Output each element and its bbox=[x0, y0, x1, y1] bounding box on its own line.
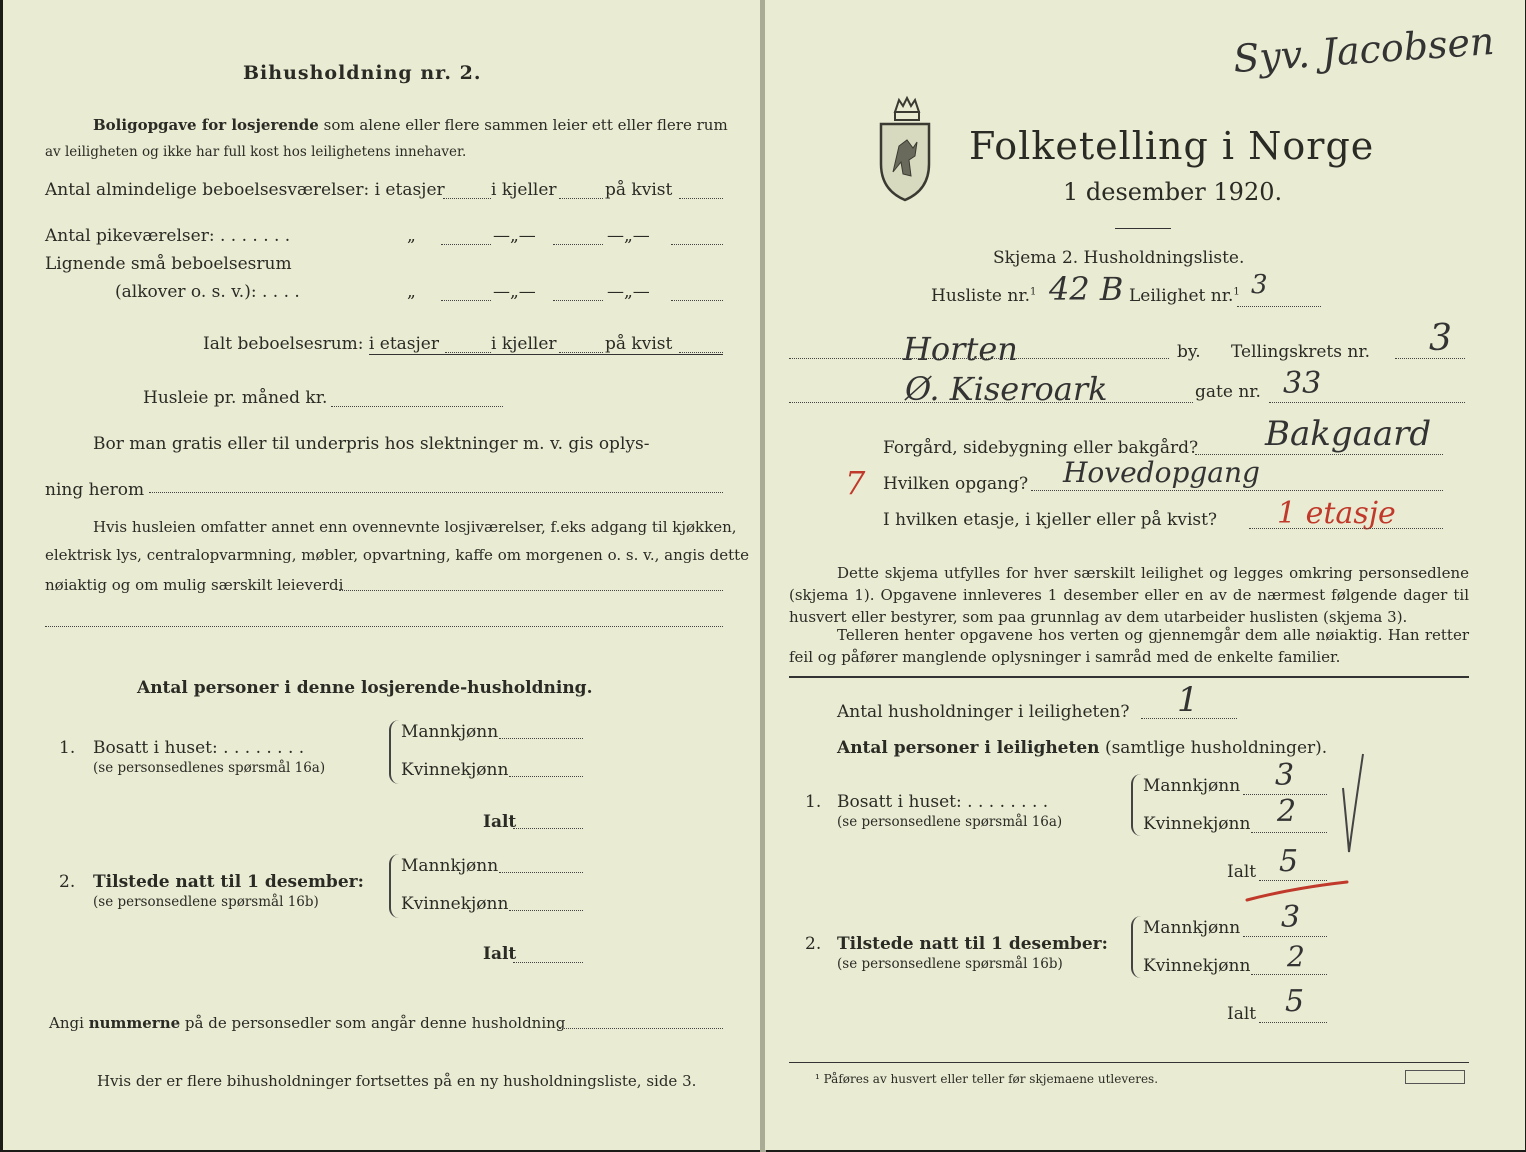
q2-mann-label: Mannkjønn bbox=[1143, 918, 1241, 938]
gate-nr-field bbox=[1269, 402, 1465, 403]
q1-sub: (se personsedlenes spørsmål 16a) bbox=[93, 760, 326, 776]
husliste-text: Husliste nr. bbox=[931, 286, 1031, 306]
husliste-value[interactable]: 42 B bbox=[1049, 270, 1124, 308]
angi-rest: på de personsedler som angår denne husholdning bbox=[184, 1014, 566, 1032]
ialt-kjeller-label: i kjeller bbox=[491, 334, 557, 354]
small-ditto: „ bbox=[407, 282, 416, 302]
small-dash-2: —„— bbox=[607, 282, 650, 302]
husliste-label bbox=[931, 286, 1036, 306]
intro-line-1 bbox=[93, 116, 728, 134]
q1-ialt-field[interactable] bbox=[513, 828, 583, 829]
opgang-value[interactable]: Hovedopgang bbox=[1063, 456, 1260, 489]
pike-field-2[interactable] bbox=[553, 244, 603, 245]
q1-brace bbox=[1131, 774, 1143, 836]
schema-label: Skjema 2. Husholdningsliste. bbox=[993, 248, 1245, 268]
q2-mann-value[interactable]: 3 bbox=[1281, 900, 1301, 935]
q1-num: 1. bbox=[59, 738, 76, 758]
pike-dash-1: —„— bbox=[493, 226, 536, 246]
q1-label: Bosatt i huset: . . . . . . . . bbox=[93, 738, 305, 758]
ialt-underline bbox=[369, 354, 723, 355]
q2-kvinne-value[interactable]: 2 bbox=[1287, 940, 1305, 973]
q2-label: Tilstede natt til 1 desember: bbox=[93, 872, 364, 892]
q1-brace bbox=[389, 720, 401, 784]
form-date: 1 desember 1920. bbox=[1063, 178, 1283, 206]
q1-ialt-label: Ialt bbox=[483, 812, 517, 832]
q2-num: 2. bbox=[59, 872, 76, 892]
title-rule bbox=[1115, 228, 1171, 229]
rent-note-field-2[interactable] bbox=[45, 626, 723, 627]
q1-sub: (se personsedlene spørsmål 16a) bbox=[837, 814, 1063, 830]
q2-ialt-label: Ialt bbox=[483, 944, 517, 964]
persons-heading-bold: Antal personer i leiligheten bbox=[837, 738, 1100, 758]
pike-ditto: „ bbox=[407, 226, 416, 246]
q2-ialt-field bbox=[1259, 1022, 1327, 1023]
free-line-1: Bor man gratis eller til underpris hos slektninger m. v. gis oplys- bbox=[93, 434, 650, 454]
q2-ialt-field[interactable] bbox=[513, 962, 583, 963]
q1-kvinne-field bbox=[1251, 832, 1327, 833]
rooms-etasjer-field[interactable] bbox=[443, 198, 491, 199]
pike-dash-2: —„— bbox=[607, 226, 650, 246]
q2-sub: (se personsedlene spørsmål 16b) bbox=[93, 894, 319, 910]
instructions-para-1: Dette skjema utfylles for hver særskilt leilighet og legges omkring personsedlene (skjema 1). Opgavene innleveres 1 desember eller en av de nærmest følgende dager til husvert eller bestyrer, som paa grunnlag av dem utarbeider huslisten (skjema 3). bbox=[789, 564, 1469, 626]
households-value[interactable]: 1 bbox=[1177, 680, 1199, 720]
ialt-kvist-label: på kvist bbox=[605, 334, 673, 354]
q1-mann-label: Mannkjønn bbox=[401, 722, 499, 742]
q2-ialt-label: Ialt bbox=[1227, 1004, 1257, 1024]
q1-kvinne-value[interactable]: 2 bbox=[1277, 794, 1297, 829]
free-line-2: ning herom bbox=[45, 480, 145, 500]
rooms-kjeller-label: i kjeller bbox=[491, 180, 557, 200]
q1-ialt-value[interactable]: 5 bbox=[1279, 844, 1299, 879]
tellingskrets-field bbox=[1395, 358, 1465, 359]
page-title: Bihusholdning nr. 2. bbox=[243, 62, 482, 84]
by-field bbox=[789, 358, 1169, 359]
small-field-2[interactable] bbox=[553, 300, 603, 301]
left-page bbox=[3, 0, 763, 1150]
etasje-label: I hvilken etasje, i kjeller eller på kvist? bbox=[883, 510, 1218, 530]
ialt-etasjer-field[interactable] bbox=[445, 352, 491, 353]
by-value[interactable]: Horten bbox=[903, 330, 1018, 368]
red-mark-7: 7 bbox=[845, 464, 866, 502]
q1-kvinne-label: Kvinnekjønn bbox=[401, 760, 509, 780]
leilighet-text: Leilighet nr. bbox=[1129, 286, 1234, 306]
opgang-field bbox=[1031, 490, 1443, 491]
q1-mann-label: Mannkjønn bbox=[1143, 776, 1241, 796]
households-field bbox=[1141, 718, 1237, 719]
ialt-kjeller-field[interactable] bbox=[559, 352, 603, 353]
small-rooms-label-1: Lignende små beboelsesrum bbox=[45, 254, 292, 274]
ialt-rooms-label: Ialt beboelsesrum: i etasjer bbox=[203, 334, 439, 354]
q2-mann-field[interactable] bbox=[499, 872, 583, 873]
q1-label: Bosatt i huset: . . . . . . . . bbox=[837, 792, 1049, 812]
leilighet-sup: 1 bbox=[1233, 286, 1240, 298]
angi-word: Angi bbox=[49, 1014, 84, 1032]
persons-heading bbox=[837, 738, 1327, 758]
small-field-1[interactable] bbox=[441, 300, 491, 301]
rent-note-3: nøiaktig og om mulig særskilt leieverdi bbox=[45, 576, 344, 594]
q2-mann-label: Mannkjønn bbox=[401, 856, 499, 876]
tellingskrets-label: Tellingskrets nr. bbox=[1231, 342, 1371, 362]
persons-heading-rest: (samtlige husholdninger). bbox=[1104, 738, 1328, 758]
q1-mann-field[interactable] bbox=[499, 738, 583, 739]
q1-ialt-label: Ialt bbox=[1227, 862, 1257, 882]
q2-num: 2. bbox=[805, 934, 822, 954]
free-field[interactable] bbox=[149, 492, 723, 493]
intro-line-2: av leiligheten og ikke har full kost hos leilighetens innehaver. bbox=[45, 144, 467, 160]
right-page bbox=[765, 0, 1525, 1150]
footnote-rule bbox=[789, 1062, 1469, 1063]
q1-kvinne-field[interactable] bbox=[509, 776, 583, 777]
angi-line bbox=[49, 1014, 565, 1032]
small-field-3[interactable] bbox=[671, 300, 723, 301]
rent-note-1: Hvis husleien omfatter annet enn ovennevnte losjiværelser, f.eks adgang til kjøkken, bbox=[93, 518, 737, 536]
rooms-kjeller-field[interactable] bbox=[559, 198, 603, 199]
households-label: Antal husholdninger i leiligheten? bbox=[837, 702, 1130, 722]
forgaard-label: Forgård, sidebygning eller bakgård? bbox=[883, 438, 1199, 458]
intro-bold: Boligopgave for losjerende bbox=[93, 116, 319, 134]
by-label: by. bbox=[1177, 342, 1201, 362]
q2-label: Tilstede natt til 1 desember: bbox=[837, 934, 1108, 954]
q2-kvinne-label: Kvinnekjønn bbox=[1143, 956, 1251, 976]
q2-brace bbox=[389, 854, 401, 918]
small-dash-1: —„— bbox=[493, 282, 536, 302]
left-footer: Hvis der er flere bihusholdninger fortsettes på en ny husholdningsliste, side 3. bbox=[97, 1072, 697, 1090]
handwritten-name: Syv. Jacobsen bbox=[1231, 18, 1496, 82]
leilighet-label bbox=[1129, 286, 1240, 306]
etasje-value-text: 1 etasje bbox=[1277, 496, 1396, 531]
etasje-field bbox=[1249, 528, 1443, 529]
q1-num: 1. bbox=[805, 792, 822, 812]
q2-brace bbox=[1131, 916, 1143, 978]
instructions-para-2: Telleren henter opgavene hos verten og gjennemgår dem alle nøiaktig. Han retter feil og påfører manglende oplysninger i samråd med de enkelte familier. bbox=[789, 626, 1469, 666]
q2-sub: (se personsedlene spørsmål 16b) bbox=[837, 956, 1063, 972]
section-rule bbox=[789, 676, 1469, 678]
q1-mann-value[interactable]: 3 bbox=[1275, 758, 1295, 793]
pike-field-1[interactable] bbox=[441, 244, 491, 245]
angi-field[interactable] bbox=[559, 1028, 723, 1029]
leilighet-field bbox=[1237, 306, 1321, 307]
etasje-value[interactable] bbox=[1277, 496, 1396, 531]
coat-of-arms-icon bbox=[873, 94, 937, 204]
rent-note-field[interactable] bbox=[339, 590, 723, 591]
forgaard-value[interactable]: Bakgaard bbox=[1265, 414, 1432, 454]
rent-label: Husleie pr. måned kr. bbox=[143, 388, 328, 408]
gate-field bbox=[789, 402, 1193, 403]
q1-kvinne-label: Kvinnekjønn bbox=[1143, 814, 1251, 834]
opgang-label: Hvilken opgang? bbox=[883, 474, 1029, 494]
rooms-kvist-label: på kvist bbox=[605, 180, 673, 200]
q2-kvinne-label: Kvinnekjønn bbox=[401, 894, 509, 914]
form-title: Folketelling i Norge bbox=[969, 124, 1375, 168]
ialt-kvist-field[interactable] bbox=[679, 352, 723, 353]
q2-mann-field bbox=[1243, 936, 1327, 937]
gate-value[interactable]: Ø. Kiseroark bbox=[905, 370, 1108, 408]
rent-note-2: elektrisk lys, centralopvarmning, møbler, opvartning, kaffe om morgenen o. s. v., angis dette bbox=[45, 546, 750, 564]
rooms-kvist-field[interactable] bbox=[679, 198, 723, 199]
printer-stamp bbox=[1405, 1070, 1465, 1084]
q2-ialt-value[interactable]: 5 bbox=[1285, 984, 1305, 1019]
footnote: ¹ Påføres av husvert eller teller før skjemaene utleveres. bbox=[815, 1072, 1159, 1086]
intro-rest: som alene eller flere sammen leier ett eller flere rum bbox=[323, 116, 728, 134]
q2-kvinne-field[interactable] bbox=[509, 910, 583, 911]
tellingskrets-value[interactable]: 3 bbox=[1429, 318, 1452, 359]
pike-label: Antal pikeværelser: . . . . . . . bbox=[45, 226, 291, 246]
forgaard-field bbox=[1195, 454, 1443, 455]
rent-field[interactable] bbox=[331, 406, 503, 407]
gate-label: gate nr. bbox=[1195, 382, 1261, 402]
rooms-label: Antal almindelige beboelsesværelser: i etasjer bbox=[45, 180, 445, 200]
pike-field-3[interactable] bbox=[671, 244, 723, 245]
leilighet-value[interactable]: 3 bbox=[1251, 270, 1268, 300]
small-rooms-label-2: (alkover o. s. v.): . . . . bbox=[115, 282, 300, 302]
persons-heading: Antal personer i denne losjerende-husholdning. bbox=[137, 678, 593, 698]
check-mark-icon bbox=[1339, 748, 1369, 858]
angi-bold: nummerne bbox=[88, 1014, 181, 1032]
gate-nr-value[interactable]: 33 bbox=[1283, 366, 1322, 401]
q2-kvinne-field bbox=[1251, 974, 1327, 975]
husliste-sup: 1 bbox=[1030, 286, 1037, 298]
